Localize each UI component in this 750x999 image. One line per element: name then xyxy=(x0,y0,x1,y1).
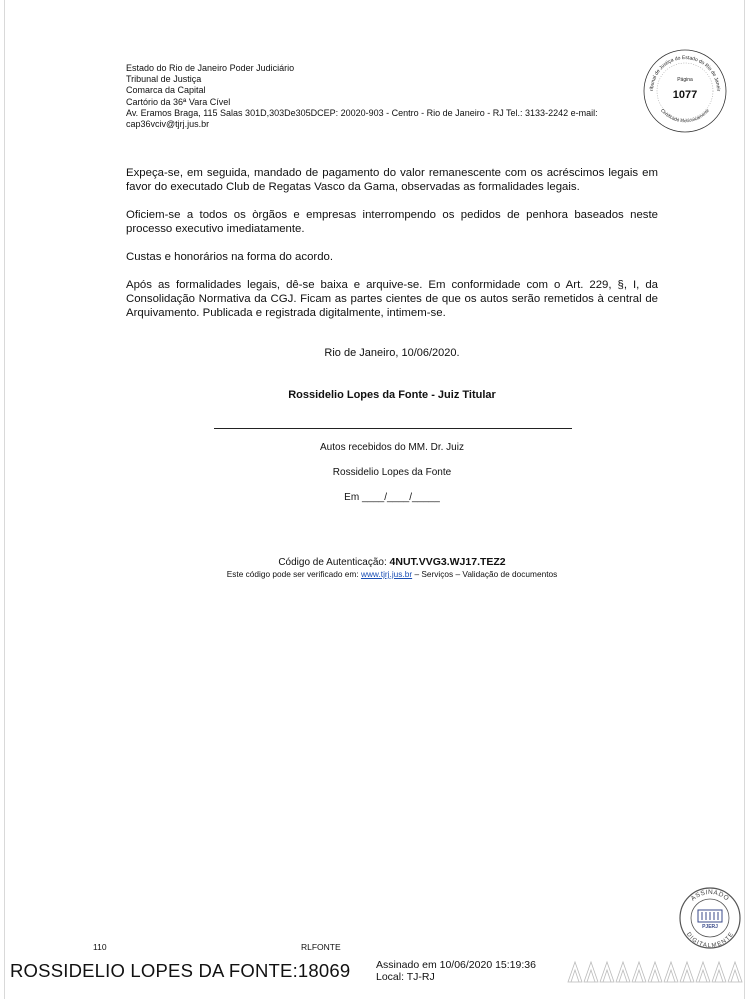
header-line: Cartório da 36ª Vara Cível xyxy=(126,96,231,107)
seal-page-label: Página xyxy=(677,77,693,83)
verify-suffix: – Serviços – Validação de documentos xyxy=(414,569,558,579)
watermark-triangle xyxy=(616,962,630,982)
receipt-autos: Autos recebidos do MM. Dr. Juiz xyxy=(320,442,464,453)
digital-seal-top: ASSINADO xyxy=(689,888,731,903)
authentication-line xyxy=(126,556,658,568)
digital-seal-bottom: DIGITALMENTE xyxy=(684,931,736,950)
watermark-triangle xyxy=(664,962,678,982)
signature-timestamp: Assinado em 10/06/2020 15:19:36 xyxy=(376,959,536,971)
watermark-triangle xyxy=(648,962,662,982)
watermark-triangle xyxy=(584,962,598,982)
watermark-triangle xyxy=(696,962,710,982)
page-edge-left xyxy=(4,0,5,999)
document-body xyxy=(126,166,658,334)
receipt-name: Rossidelio Lopes da Fonte xyxy=(332,467,452,478)
header-line: Tribunal de Justiça xyxy=(126,74,202,85)
digital-seal-center: PJERJ xyxy=(702,924,718,930)
body-paragraph: Após as formalidades legais, dê-se baixa e arquive-se. Em conformidade com o Art. 229, §, I, da Consolidação Normativa da CGJ. Ficam as partes cientes de que os autos serão remetidos à central de Arquivamento. Publicada e registrada digitalmente, intimem-se. xyxy=(126,278,658,319)
footer-user: RLFONTE xyxy=(301,942,341,952)
verify-prefix: Este código pode ser verificado em: xyxy=(226,569,359,579)
page-seal xyxy=(641,47,729,135)
seal-ring-text: ribunal de Justiça do Estado do Rio de Janeir xyxy=(648,54,722,92)
body-paragraph: Expeça-se, em seguida, mandado de pagamento do valor remanescente com os acréscimos legais em favor do executado Club de Regatas Vasco da Gama, observadas as formalidades legais. xyxy=(126,167,658,194)
svg-text:Tribunal de Justiça do Estado xyxy=(641,47,721,92)
footer-number: 110 xyxy=(93,942,107,952)
digital-signature-bar xyxy=(6,956,744,988)
authentication-code: 4NUT.VVG3.WJ17.TEZ2 xyxy=(389,556,506,568)
watermark-triangle xyxy=(632,962,646,982)
verification-line xyxy=(126,569,658,579)
page-edge-right xyxy=(744,0,745,999)
authentication-label: Código de Autenticação: xyxy=(278,557,387,568)
watermark-triangle xyxy=(568,962,582,982)
verify-link[interactable]: www.tjrj.jus.br xyxy=(360,569,413,579)
document-date: Rio de Janeiro, 10/06/2020. xyxy=(324,347,460,359)
signature-watermark-pattern xyxy=(566,958,744,986)
scales-of-justice-icon xyxy=(698,910,722,922)
header-line: Comarca da Capital xyxy=(126,85,206,96)
document-header xyxy=(126,63,646,130)
judge-signature-line: Rossidelio Lopes da Fonte - Juiz Titular xyxy=(288,389,496,401)
watermark-triangle xyxy=(712,962,726,982)
svg-text:Certificado Eletronicamente xyxy=(660,107,710,123)
receipt-date-blank: Em ____/____/_____ xyxy=(344,492,440,503)
signer-name: ROSSIDELIO LOPES DA FONTE:18069 xyxy=(10,960,351,981)
svg-text:DIGITALMENTE xyxy=(685,932,735,950)
digital-signature-seal xyxy=(678,886,742,950)
seal-ring-bottom: Certificado Eletronicamente xyxy=(659,107,711,124)
header-line: cap36vciv@tjrj.jus.br xyxy=(126,119,210,130)
body-paragraph: Oficiem-se a todos os òrgãos e empresas interrompendo os pedidos de penhora baseados neste processo executivo imediatamente. xyxy=(126,208,658,236)
seal-page-number: 1077 xyxy=(672,89,698,101)
signature-location: Local: TJ-RJ xyxy=(376,970,435,983)
watermark-triangle xyxy=(600,962,614,982)
divider-rule xyxy=(214,428,572,429)
watermark-triangle xyxy=(728,962,742,982)
header-line: Estado do Rio de Janeiro Poder Judiciário xyxy=(126,63,295,73)
watermark-triangle xyxy=(680,962,694,982)
header-line: Av. Eramos Braga, 115 Salas 301D,303De305DCEP: 20020-903 - Centro - Rio de Janeiro - RJ Tel.: 3133-2242 e-mail: xyxy=(126,107,598,118)
body-paragraph: Custas e honorários na forma do acordo. xyxy=(126,250,334,263)
signature-meta xyxy=(376,960,536,983)
